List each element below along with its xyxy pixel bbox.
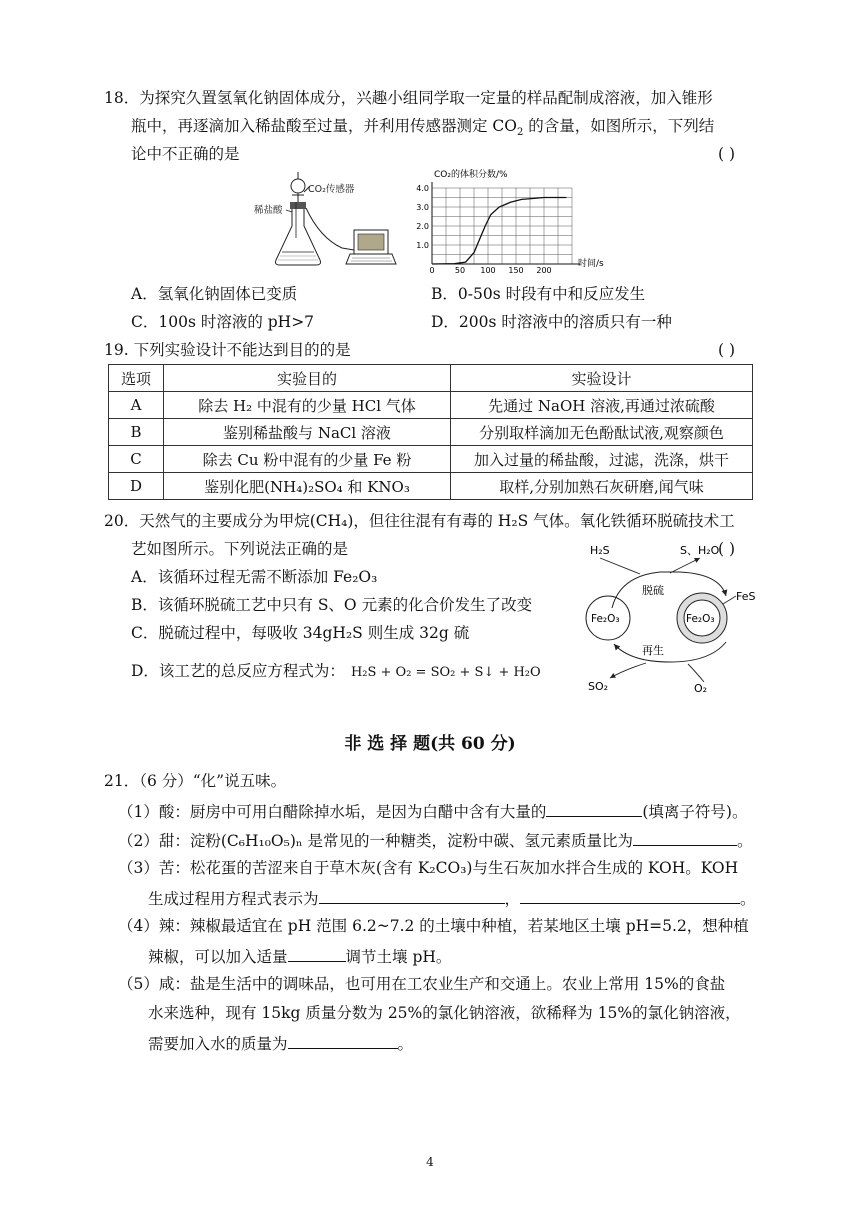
table-row <box>109 392 753 419</box>
q18-option-d: D．200s 时溶液中的溶质只有一种 <box>431 313 672 331</box>
table-row <box>109 473 753 500</box>
chart-x-tick-label: 100 <box>480 266 496 274</box>
chart-y-tick-label: 3.0 <box>416 203 429 212</box>
q21-part5-line3: 需要加入水的质量为 。 <box>148 1031 413 1055</box>
q20-equation: H₂S + O₂ = SO₂ + S↓ + H₂O <box>350 665 541 680</box>
q21-stem: 21．（6 分）“化”说五味。 <box>104 772 287 790</box>
chart-x-tick-label: 200 <box>536 266 552 274</box>
q18-answer-paren: ( ) <box>718 145 736 163</box>
q21-part4-line2: 辣椒，可以加入适量 调节土壤 pH。 <box>148 944 451 968</box>
table-cell: 除去 Cu 粉中混有的少量 Fe 粉 <box>164 446 451 473</box>
q19-answer-paren: ( ) <box>718 341 736 359</box>
q18-option-c: C．100s 时溶液的 pH>7 <box>131 313 315 331</box>
table-cell: 先通过 NaOH 溶液,再通过浓硫酸 <box>451 392 753 419</box>
q18-option-a: A．氢氧化钠固体已变质 <box>131 285 298 303</box>
q20-option-c: C．脱硫过程中，每吸收 34gH₂S 则生成 32g 硫 <box>131 624 470 642</box>
chart-y-tick-label: 2.0 <box>416 222 429 231</box>
q18-option-b: B．0-50s 时段有中和反应发生 <box>431 285 646 303</box>
q19-stem: 19. 下列实验设计不能达到目的的是 <box>104 341 351 359</box>
q18-line2: 瓶中，再逐滴加入稀盐酸至过量，并利用传感器测定 $CO_2$ 的含量，如图所示，下列结 <box>131 117 715 139</box>
table-cell: 鉴别稀盐酸与 NaCl 溶液 <box>164 419 451 446</box>
desulfurization-cycle-diagram <box>580 536 780 698</box>
table-row <box>109 419 753 446</box>
q21-part1: （1）酸：厨房中可用白醋除掉水垢，是因为白醋中含有大量的 (填离子符号)。 <box>118 799 747 823</box>
section-title: 非 选 择 题(共 60 分) <box>344 734 516 754</box>
table-header-cell: 实验目的 <box>164 365 451 392</box>
o2-label: O₂ <box>694 682 708 695</box>
chart-x-tick-label: 50 <box>454 266 466 274</box>
answer-blank[interactable] <box>288 944 346 962</box>
apparatus-figure <box>250 168 400 272</box>
answer-blank[interactable] <box>288 1031 398 1049</box>
table-cell: 鉴别化肥(NH₄)₂SO₄ 和 KNO₃ <box>164 473 451 500</box>
chart-x-tick-label: 150 <box>508 266 524 274</box>
table-cell: 取样,分别加熟石灰研磨,闻气味 <box>451 473 753 500</box>
chart-x-tick-label: 0 <box>429 266 435 274</box>
sensor-label: CO₂传感器 <box>308 184 355 195</box>
h2s-label: H₂S <box>590 544 610 557</box>
table-cell: 分别取样滴加无色酚酞试液,观察颜色 <box>451 419 753 446</box>
table-cell: C <box>109 446 164 473</box>
page-number: 4 <box>426 1155 434 1169</box>
q21-part5-line1: （5）咸：盐是生活中的调味品，也可用在工农业生产和交通上。农业上常用 15%的食盐 <box>118 975 726 993</box>
chart-y-tick-label: 1.0 <box>416 241 429 250</box>
table-header-cell: 选项 <box>109 365 164 392</box>
q20-option-a: A．该循环过程无需不断添加 Fe₂O₃ <box>131 568 378 586</box>
q19-table <box>108 364 753 500</box>
answer-blank[interactable] <box>546 799 642 817</box>
chart-y-axis-label: CO₂的体积分数/% <box>434 170 508 180</box>
answer-blank[interactable] <box>633 828 737 846</box>
q20-line1: 20．天然气的主要成分为甲烷(CH₄)，但往往混有有毒的 H₂S 气体。氧化铁循环脱硫技术工 <box>104 512 735 530</box>
table-cell: B <box>109 419 164 446</box>
q18-line3: 论中不正确的是 <box>131 145 240 163</box>
table-row <box>109 446 753 473</box>
q20-option-d: D．该工艺的总反应方程式为： H₂S + O₂ = SO₂ + S↓ + H₂O <box>131 662 541 680</box>
chart-x-axis-label: 时间/s <box>578 259 604 269</box>
table-cell: 除去 H₂ 中混有的少量 HCl 气体 <box>164 392 451 419</box>
fe2o3-right-label: Fe₂O₃ <box>686 613 715 625</box>
s-h2o-label: S、H₂O <box>680 544 720 557</box>
answer-blank[interactable] <box>319 886 505 904</box>
q18-line1: 18．为探究久置氢氧化钠固体成分，兴趣小组同学取一定量的样品配制成溶液，加入锥形 <box>104 89 713 107</box>
table-cell: 加入过量的稀盐酸，过滤，洗涤，烘干 <box>451 446 753 473</box>
table-cell: A <box>109 392 164 419</box>
fe2o3-left-label: Fe₂O₃ <box>591 613 620 625</box>
zaisheng-label: 再生 <box>642 644 664 657</box>
acid-label: 稀盐酸 <box>254 205 283 216</box>
q21-part4-line1: （4）辣：辣椒最适宜在 pH 范围 6.2~7.2 的土壤中种植，若某地区土壤 pH=5.2，想种植 <box>118 917 749 935</box>
answer-blank[interactable] <box>520 886 740 904</box>
q20-answer-paren: ( ) <box>718 540 736 558</box>
q21-part2: （2）甜：淀粉(C₆H₁₀O₅)ₙ 是常见的一种糖类，淀粉中碳、氢元素质量比为 。 <box>118 828 753 852</box>
table-header-row <box>109 365 753 392</box>
table-header-cell: 实验设计 <box>451 365 753 392</box>
fes-label: FeS <box>736 590 756 603</box>
co2-chart <box>404 168 624 274</box>
co2-series-line <box>432 198 566 265</box>
chart-y-tick-label: 4.0 <box>416 184 429 193</box>
table-cell: D <box>109 473 164 500</box>
q20-line2: 艺如图所示。下列说法正确的是 <box>131 540 349 558</box>
so2-label: SO₂ <box>588 680 609 693</box>
q20-option-b: B．该循环脱硫工艺中只有 S、O 元素的化合价发生了改变 <box>131 596 533 614</box>
q21-part3-line2: 生成过程用方程式表示为 ， 。 <box>148 886 756 910</box>
q21-part5-line2: 水来选种，现有 15kg 质量分数为 25%的氯化钠溶液，欲稀释为 15%的氯化钠溶液， <box>148 1004 741 1022</box>
q21-part3-line1: （3）苦：松花蛋的苦涩来自于草木灰(含有 K₂CO₃)与生石灰加水拌合生成的 KOH。KOH <box>118 859 739 877</box>
tuoliu-label: 脱硫 <box>642 584 664 597</box>
